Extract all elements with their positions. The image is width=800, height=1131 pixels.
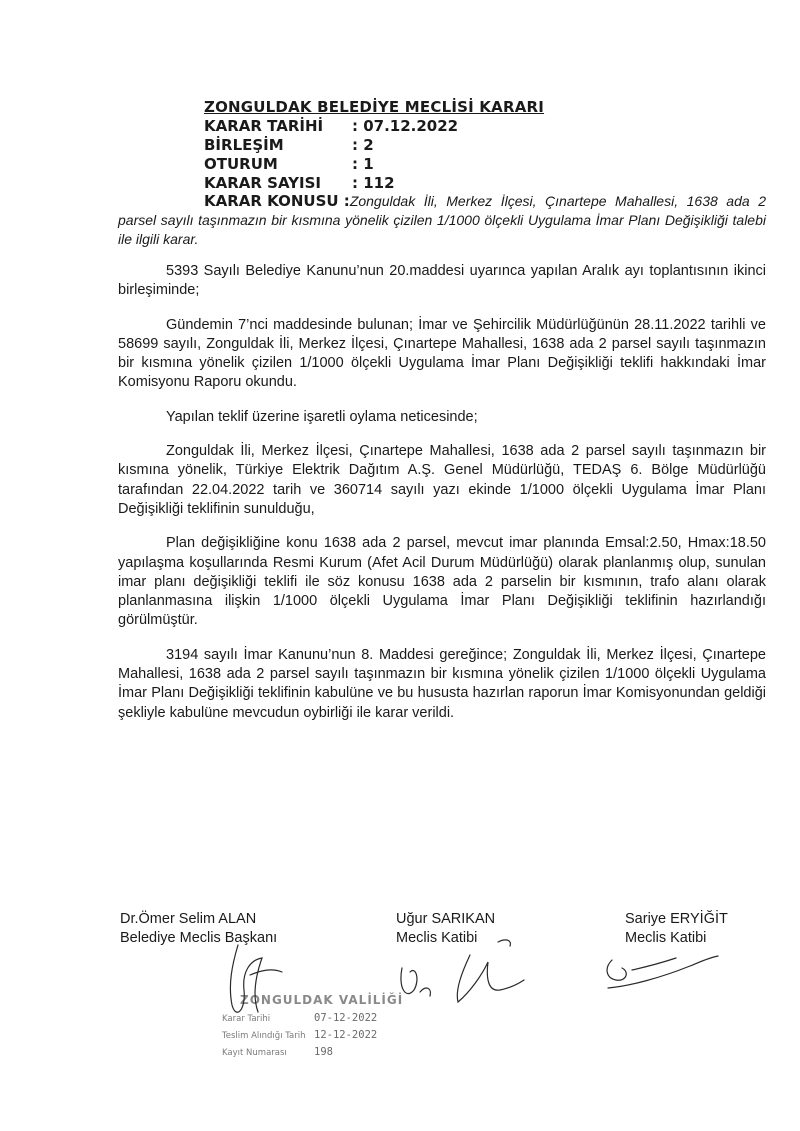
paragraph: Gündemin 7’nci maddesinde bulunan; İmar ve Şehircilik Müdürlüğünün 28.11.2022 tarihli ve 58699 sayılı, Zonguldak İli, Merkez İlçesi, Çınartepe Mahallesi, 1638 ada 2 parsel sayılı taşınmazın bir kısmına yönelik çizilen 1/1000 ölçekli Uygulama İmar Planı Değişikliği teklifi hakkındaki İmar Komisyonu Raporu okundu. xyxy=(118,316,766,391)
paragraph: 5393 Sayılı Belediye Kanunu’nun 20.maddesi uyarınca yapılan Aralık ayı toplantısının ikinci birleşiminde; xyxy=(118,263,766,299)
subject-label: KARAR KONUSU : xyxy=(204,192,350,210)
stamp-value: 198 xyxy=(314,1046,333,1058)
signatory-role: Meclis Katibi xyxy=(396,930,478,946)
stamp-title: ZONGULDAK VALİLİĞİ xyxy=(240,993,404,1007)
field-label: KARAR TARİHİ xyxy=(204,117,324,135)
field-sitting xyxy=(204,155,604,174)
signatory-name: Sariye ERYİĞİT xyxy=(625,911,728,927)
paragraph: 3194 sayılı İmar Kanunu’nun 8. Maddesi gereğince; Zonguldak İli, Merkez İlçesi, Çınartepe Mahallesi, 1638 ada 2 parsel sayılı taşınmazın bir kısmına yönelik çizilen 1/1000 ölçekli Uygulama İmar Planı Değişikliği teklifinin kabulüne ve bu hususta hazırlan raporun İmar Komisyonundan geldiği şekliyle kabulüne mevcudun oybirliği ile karar verildi. xyxy=(118,646,766,721)
stamp-value: 07-12-2022 xyxy=(314,1012,378,1024)
stamp-row xyxy=(222,1012,432,1024)
paragraph: Yapılan teklif üzerine işaretli oylama neticesinde; xyxy=(166,408,478,425)
decision-subject xyxy=(118,192,766,249)
signatory-role: Meclis Katibi xyxy=(625,930,707,946)
field-value: : 07.12.2022 xyxy=(352,117,459,135)
signatory-role: Belediye Meclis Başkanı xyxy=(120,930,278,946)
stamp-value: 12-12-2022 xyxy=(314,1029,378,1041)
field-decision-number xyxy=(204,174,604,193)
subject-text: Zonguldak İli, Merkez İlçesi, Çınartepe Mahallesi, 1638 ada 2 parsel sayılı taşınmazın bir kısmına yönelik çizilen 1/1000 ölçekli Uygulama İmar Planı Değişikliği talebi ile ilgili karar. xyxy=(118,193,766,247)
stamp-row xyxy=(222,1029,432,1041)
field-label: BİRLEŞİM xyxy=(204,136,284,154)
decision-header xyxy=(204,98,604,193)
field-label: KARAR SAYISI xyxy=(204,174,321,192)
decision-body xyxy=(118,262,766,738)
field-value: : 1 xyxy=(352,155,374,173)
stamp-row xyxy=(222,1046,432,1058)
stamp-label: Teslim Alındığı Tarih xyxy=(222,1031,306,1041)
signatory-name: Uğur SARIKAN xyxy=(396,911,496,927)
stamp-label: Kayıt Numarası xyxy=(222,1048,287,1058)
stamp-label: Karar Tarihi xyxy=(222,1014,271,1024)
signature-block-clerk-1 xyxy=(396,910,495,948)
paragraph: Zonguldak İli, Merkez İlçesi, Çınartepe Mahallesi, 1638 ada 2 parsel sayılı taşınmazın bir kısmına yönelik, Türkiye Elektrik Dağıtım A.Ş. Genel Müdürlüğü, TEDAŞ 6. Bölge Müdürlüğü tarafından 22.04.2022 tarih ve 360714 sayılı yazı ekinde 1/1000 ölçekli Uygulama İmar Planı Değişikliği teklifinin sunulduğu, xyxy=(118,443,766,517)
signature-clerk-2 xyxy=(607,956,718,988)
field-label: OTURUM xyxy=(204,155,278,173)
signature-block-clerk-2 xyxy=(625,910,728,948)
signatory-name: Dr.Ömer Selim ALAN xyxy=(120,911,257,927)
field-session xyxy=(204,136,604,155)
field-value: : 112 xyxy=(352,174,395,192)
field-value: : 2 xyxy=(352,136,374,154)
document-title: ZONGULDAK BELEDİYE MECLİSİ KARARI xyxy=(204,98,545,116)
paragraph: Plan değişikliğine konu 1638 ada 2 parsel, mevcut imar planında Emsal:2.50, Hmax:18.50 yapılaşma koşullarında Resmi Kurum (Afet Acil Durum Müdürlüğü) olarak planlanmış olup, sunulan imar planı değişikliği teklifi ile söz konusu 1638 ada 2 parselin bir kısmının, trafo alanı olarak planlanmasına ilişkin 1/1000 ölçekli Uygulama İmar Planı Değişikliği teklifinin hazırlandığı görülmüştür. xyxy=(118,535,766,629)
signature-block-chair xyxy=(120,910,277,948)
field-decision-date xyxy=(204,117,604,136)
governorship-stamp xyxy=(222,993,432,1073)
